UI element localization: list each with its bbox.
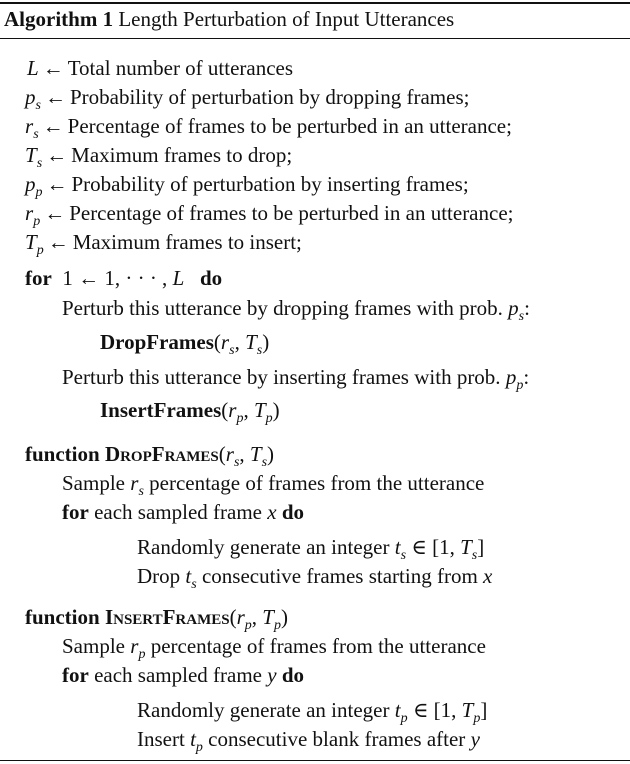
- header-rule: [0, 38, 630, 39]
- drop-action-line: Drop $t_s$ consecutive frames starting from x: [137, 564, 493, 592]
- var-rp: $r_p$ ← Percentage of frames to be perturbed in an utterance;: [25, 201, 514, 229]
- var-Ts: $T_s$ ← Maximum frames to drop;: [25, 143, 293, 171]
- insert-perturb-line: Perturb this utterance by inserting frames with prob. $p_p$:: [62, 365, 530, 393]
- top-rule: [0, 2, 630, 4]
- algorithm-header: [4, 6, 454, 32]
- var-L: L ← Total number of utterances: [27, 56, 294, 80]
- var-Tp: $T_p$ ← Maximum frames to insert;: [25, 230, 302, 258]
- algorithm-title: Length Perturbation of Input Utterances: [118, 7, 455, 31]
- insert-action-line: Insert $t_p$ consecutive blank frames after y: [137, 727, 480, 755]
- var-ps: $p_s$ ← Probability of perturbation by dropping frames;: [25, 85, 470, 113]
- drop-for-line: for each sampled frame x do: [62, 500, 305, 524]
- insert-function-header: function $InsertFrames(r_p$, $T_p$): [25, 605, 288, 633]
- bottom-rule: [0, 760, 630, 761]
- insert-call: $InsertFrames(r_p$, $T_p$): [100, 398, 280, 426]
- insert-for-line: for each sampled frame y do: [62, 663, 305, 687]
- algorithm-label: Algorithm 1: [4, 7, 114, 31]
- drop-call: $DropFrames(r_s$, $T_s$): [100, 330, 270, 358]
- drop-function-header: function $DropFrames(r_s$, $T_s$): [25, 442, 275, 470]
- drop-perturb-line: Perturb this utterance by dropping frames with prob. $p_s$:: [62, 296, 530, 324]
- for-loop-header: for 1 ← 1, · · · , L do: [25, 266, 223, 290]
- drop-generate-line: Randomly generate an integer $t_s$ ∈ [1, $T_s$]: [137, 535, 485, 563]
- drop-sample-line: Sample $r_s$ percentage of frames from the utterance: [62, 471, 485, 499]
- var-rs: $r_s$ ← Percentage of frames to be perturbed in an utterance;: [25, 114, 512, 142]
- var-pp: $p_p$ ← Probability of perturbation by inserting frames;: [25, 172, 469, 200]
- insert-sample-line: Sample $r_p$ percentage of frames from the utterance: [62, 634, 486, 662]
- insert-generate-line: Randomly generate an integer $t_p$ ∈ [1, $T_p$]: [137, 698, 488, 726]
